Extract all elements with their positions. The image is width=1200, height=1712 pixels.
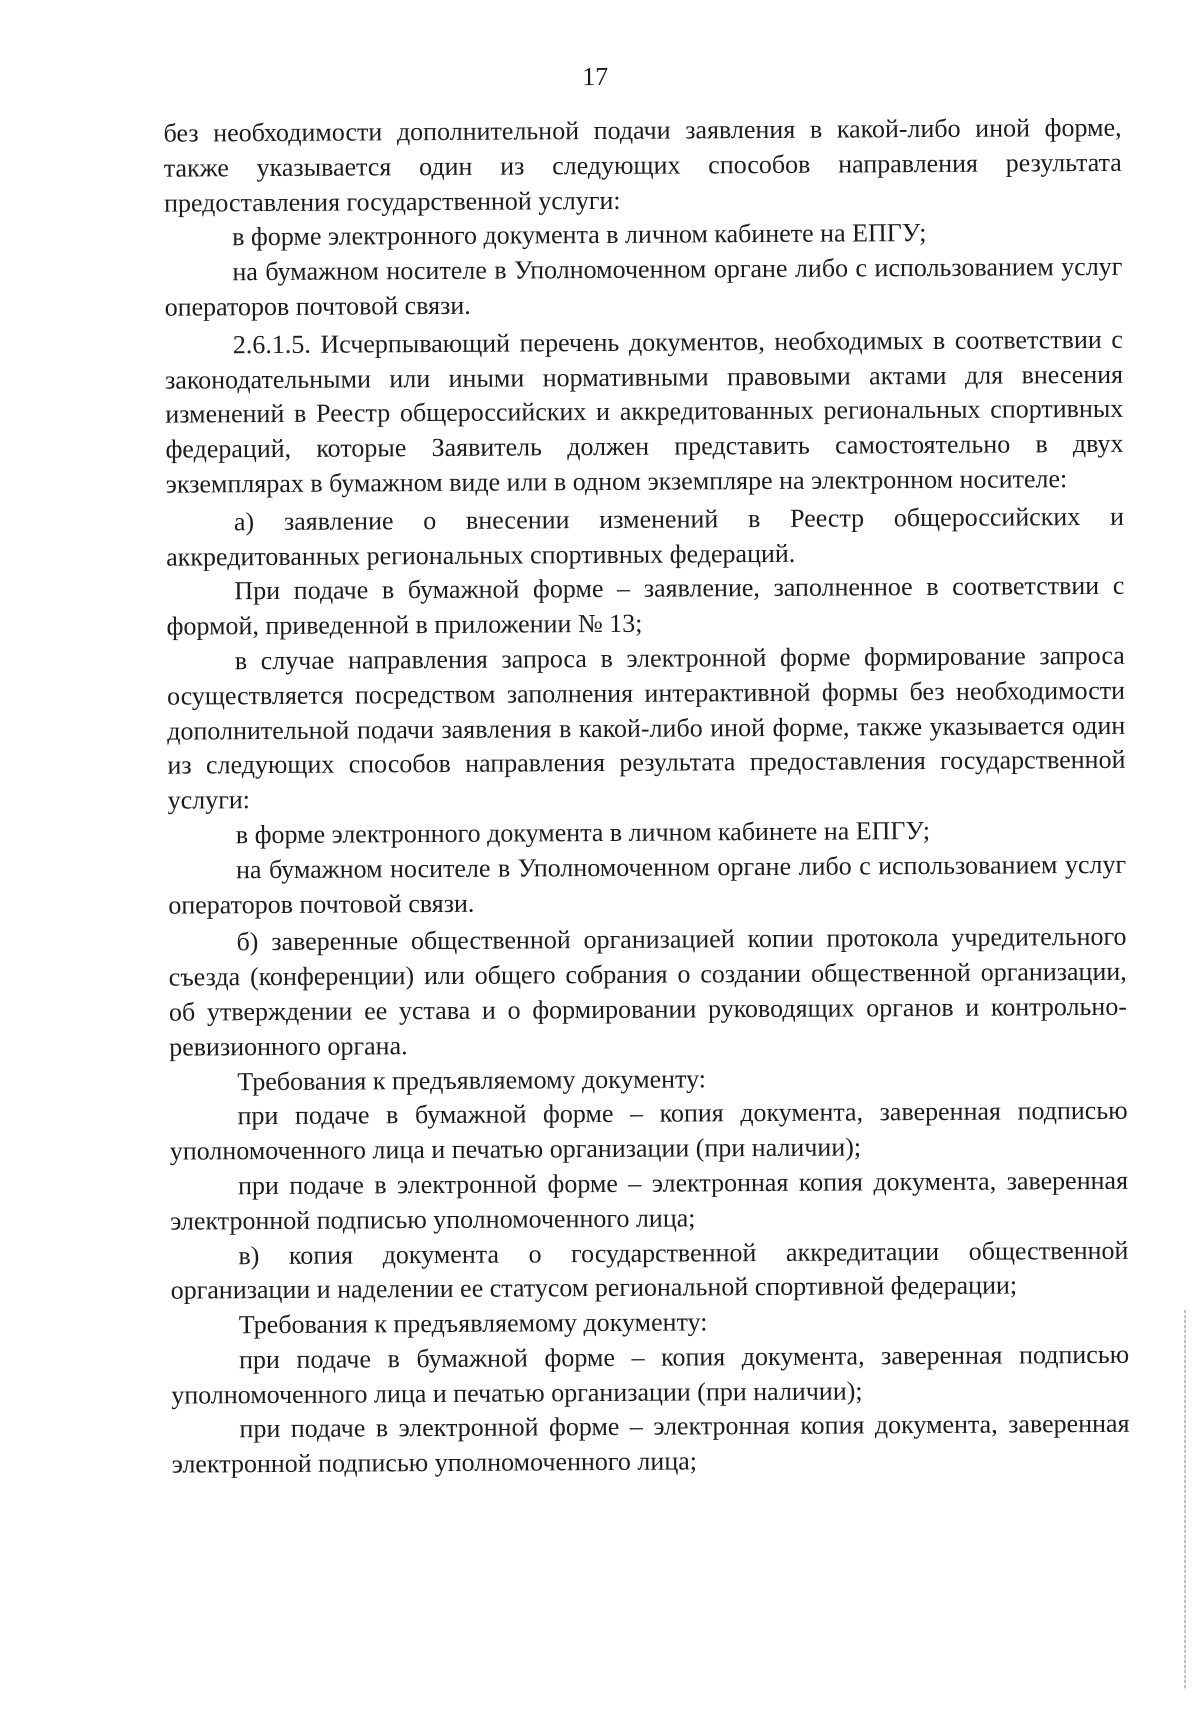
page-number: 17 bbox=[582, 61, 609, 92]
document-body bbox=[163, 111, 1129, 1483]
paragraph-requirement-paper: при подаче в бумажной форме – копия документа, заверенная подписью уполномоченного лица и печатью организации (при наличии); bbox=[169, 1096, 1128, 1166]
paragraph-electronic-request: в случае направления запроса в электронной форме формирование запроса осуществляется посредством заполнения интерактивной формы без необходимости дополнительной подачи заявления в какой-либо иной форме, также указывается один из следующих способов направления результата предоставления государственной услуги: bbox=[166, 640, 1126, 815]
scan-edge-artifact bbox=[1184, 1310, 1186, 1690]
paragraph-item-v: в) копия документа о государственной аккредитации общественной организации и наделении ее статусом региональной спортивной федерации; bbox=[170, 1235, 1129, 1305]
paragraph-requirement-paper: при подаче в бумажной форме – копия документа, заверенная подписью уполномоченного лица и печатью организации (при наличии); bbox=[171, 1339, 1130, 1410]
paragraph-option-electronic: в форме электронного документа в личном кабинете на ЕПГУ; bbox=[235, 815, 931, 850]
paragraph-item-a: а) заявление о внесении изменений в Реестр общероссийских и аккредитованных региональных спортивных федераций. bbox=[166, 501, 1125, 572]
paragraph-item-b: б) заверенные общественной организацией копии протокола учредительного съезда (конференции) или общего собрания о создании общественной организации, об утверждении ее устава и о формировании руководящих органов и контрольно-ревизионного органа. bbox=[168, 922, 1128, 1062]
paragraph-requirement-electronic: при подаче в электронной форме – электронная копия документа, заверенная электронной подписью уполномоченного лица; bbox=[170, 1165, 1129, 1236]
paragraph-option-paper: на бумажном носителе в Уполномоченном органе либо с использованием услуг операторов почтовой связи. bbox=[168, 849, 1127, 920]
paragraph-section-2-6-1-5: 2.6.1.5. Исчерпывающий перечень документов, необходимых в соответствии с законодательными или иными нормативными правовыми актами для внесения изменений в Реестр общероссийских и аккредитованных региональных спортивных федераций, которые Заявитель должен представить самостоятельно в двух экземплярах в бумажном виде или в одном экземпляре на электронном носителе: bbox=[165, 324, 1124, 499]
paragraph-option-electronic: в форме электронного документа в личном кабинете на ЕПГУ; bbox=[232, 218, 927, 252]
paragraph-paper-submission: При подаче в бумажной форме – заявление, заполненное в соответствии с формой, приведенной в приложении № 13; bbox=[166, 571, 1125, 641]
paragraph-requirements-heading: Требования к предъявляемому документу: bbox=[238, 1307, 708, 1340]
paragraph-requirements-heading: Требования к предъявляемому документу: bbox=[237, 1063, 707, 1096]
paragraph-continuation: без необходимости дополнительной подачи заявления в какой-либо иной форме, также указывается один из следующих способов направления результата предоставления государственной услуги: bbox=[163, 112, 1122, 218]
paragraph-option-paper: на бумажном носителе в Уполномоченном органе либо с использованием услуг операторов почтовой связи. bbox=[164, 251, 1123, 322]
paragraph-requirement-electronic: при подаче в электронной форме – электронная копия документа, заверенная электронной подписью уполномоченного лица; bbox=[171, 1409, 1130, 1479]
